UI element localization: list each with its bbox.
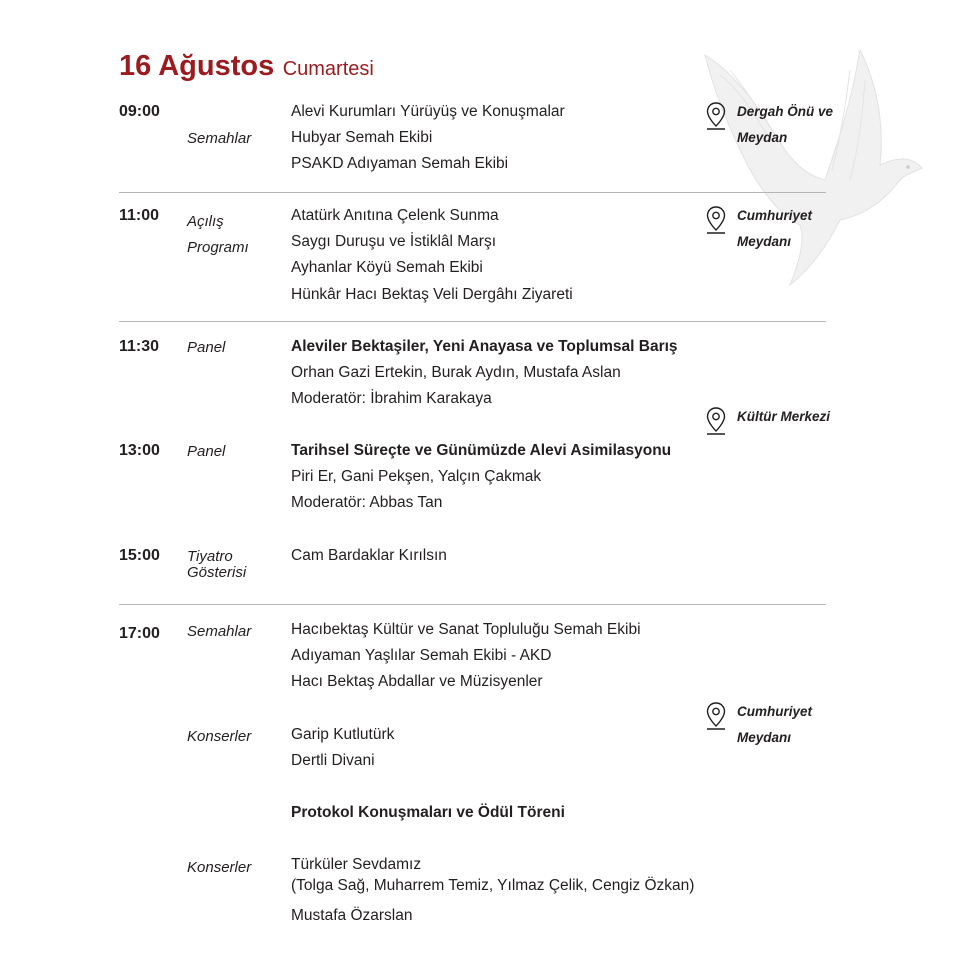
location-pin-icon bbox=[705, 406, 727, 436]
category-line: Tiyatro bbox=[187, 548, 233, 565]
program-item: Orhan Gazi Ertekin, Burak Aydın, Mustafa Aslan bbox=[291, 364, 621, 381]
program-item: Garip Kutlutürk bbox=[291, 726, 395, 743]
section-divider bbox=[119, 321, 826, 322]
program-item: Saygı Duruşu ve İstiklâl Marşı bbox=[291, 233, 497, 250]
location-label: Dergah Önü ve bbox=[737, 104, 834, 119]
program-item: Hacıbektaş Kültür ve Sanat Topluluğu Semah Ekibi bbox=[291, 621, 641, 638]
category-semahlar: Semahlar bbox=[187, 623, 252, 640]
category-konserler: Konserler bbox=[187, 728, 252, 745]
location-kultur-merkezi bbox=[705, 404, 830, 436]
location-label: Meydanı bbox=[737, 730, 792, 745]
program-item: Hubyar Semah Ekibi bbox=[291, 129, 433, 146]
location-label: Meydan bbox=[737, 130, 788, 145]
program-item: Moderatör: İbrahim Karakaya bbox=[291, 390, 492, 407]
category-semahlar: Semahlar bbox=[187, 130, 252, 147]
panel-title: Aleviler Bektaşiler, Yeni Anayasa ve Toplumsal Barış bbox=[291, 338, 678, 355]
page-title bbox=[119, 50, 374, 83]
time-1130: 11:30 bbox=[119, 338, 160, 355]
program-item: Atatürk Anıtına Çelenk Sunma bbox=[291, 207, 499, 224]
section-divider bbox=[119, 604, 826, 605]
location-pin-icon bbox=[705, 205, 727, 235]
panel-title: Tarihsel Süreçte ve Günümüzde Alevi Asimilasyonu bbox=[291, 442, 672, 459]
title-day: Cumartesi bbox=[282, 58, 374, 80]
time-1700: 17:00 bbox=[119, 625, 160, 642]
time-1500: 15:00 bbox=[119, 547, 160, 564]
program-item: PSAKD Adıyaman Semah Ekibi bbox=[291, 155, 509, 172]
title-date: 16 Ağustos bbox=[119, 50, 275, 82]
time-1300: 13:00 bbox=[119, 442, 160, 459]
category-panel: Panel bbox=[187, 339, 226, 356]
program-item: Dertli Divani bbox=[291, 752, 375, 769]
category-line: Gösterisi bbox=[187, 564, 247, 581]
section-divider bbox=[119, 192, 826, 193]
program-item-bold: Protokol Konuşmaları ve Ödül Töreni bbox=[291, 804, 565, 821]
location-pin-icon bbox=[705, 701, 727, 731]
program-item: Hünkâr Hacı Bektaş Veli Dergâhı Ziyareti bbox=[291, 286, 573, 303]
location-label: Cumhuriyet bbox=[737, 704, 813, 719]
program-item: Piri Er, Gani Pekşen, Yalçın Çakmak bbox=[291, 468, 542, 485]
category-panel: Panel bbox=[187, 443, 226, 460]
category-acilis-programi bbox=[187, 209, 249, 261]
program-item: Mustafa Özarslan bbox=[291, 907, 413, 924]
category-line: Açılış bbox=[187, 213, 224, 230]
time-0900: 09:00 bbox=[119, 103, 160, 120]
program-item: Cam Bardaklar Kırılsın bbox=[291, 547, 447, 564]
location-label: Kültür Merkezi bbox=[737, 409, 831, 424]
location-dergah bbox=[705, 99, 833, 151]
program-item: Ayhanlar Köyü Semah Ekibi bbox=[291, 259, 483, 276]
location-cumhuriyet bbox=[705, 699, 812, 751]
location-label: Cumhuriyet bbox=[737, 208, 813, 223]
category-line: Programı bbox=[187, 239, 249, 256]
category-tiyatro-gosterisi bbox=[187, 549, 246, 581]
program-item: Türküler Sevdamız bbox=[291, 856, 422, 873]
category-konserler: Konserler bbox=[187, 859, 252, 876]
program-item: Moderatör: Abbas Tan bbox=[291, 494, 443, 511]
location-cumhuriyet bbox=[705, 203, 812, 255]
location-label: Meydanı bbox=[737, 234, 792, 249]
program-item: Alevi Kurumları Yürüyüş ve Konuşmalar bbox=[291, 103, 565, 120]
time-1100: 11:00 bbox=[119, 207, 160, 224]
program-item: Hacı Bektaş Abdallar ve Müzisyenler bbox=[291, 673, 543, 690]
program-item: Adıyaman Yaşlılar Semah Ekibi - AKD bbox=[291, 647, 552, 664]
location-pin-icon bbox=[705, 101, 727, 131]
program-item: (Tolga Sağ, Muharrem Temiz, Yılmaz Çelik, Cengiz Özkan) bbox=[291, 877, 695, 894]
